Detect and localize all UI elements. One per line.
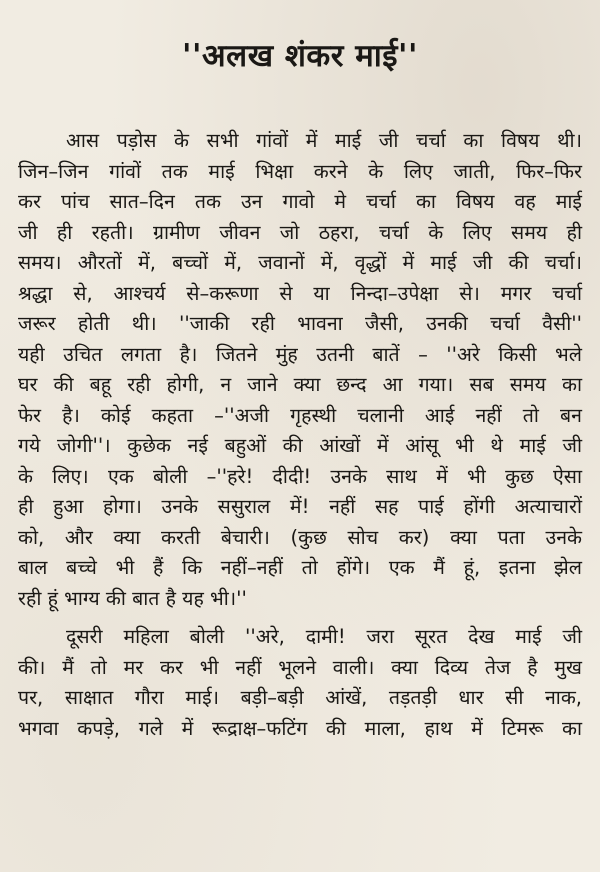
text-line: पर, साक्षात गौरा माई। बड़ी–बड़ी आंखें, तड़तड़ी धार सी नाक,: [18, 686, 582, 709]
text-line: जिन–जिन गांवों तक माई भिक्षा करने के लिए जाती, फिर–फिर: [18, 159, 582, 183]
text-line: रही हूं भाग्य की बात है यह भी।'': [18, 586, 247, 610]
text-line: जी ही रहती। ग्रामीण जीवन जो ठहरा, चर्चा के लिए समय ही: [18, 220, 582, 244]
text-line: यही उचित लगता है। जितने मुंह उतनी बातें – ''अरे किसी भले: [18, 342, 582, 366]
chapter-title: ''अलख शंकर माई'': [182, 38, 418, 74]
text-line: को, और क्या करती बेचारी। (कुछ सोच कर) क्या पता उनके: [18, 525, 582, 549]
text-line: आस पड़ोस के सभी गांवों में माई जी चर्चा का विषय थी।: [66, 129, 582, 152]
text-line: की। मैं तो मर कर भी नहीं भूलने वाली। क्या दिव्य तेज है मुख: [18, 655, 582, 679]
text-line: जरूर होती थी। ''जाकी रही भावना जैसी, उनकी चर्चा वैसी'': [18, 312, 582, 335]
text-line: श्रद्धा से, आश्चर्य से–करूणा से या निन्दा–उपेक्षा से। मगर चर्चा: [18, 281, 582, 305]
paragraph-1: [18, 126, 582, 614]
text-line: कर पांच सात–दिन तक उन गावो मे चर्चा का विषय वह माई: [18, 190, 582, 213]
text-line: ही हुआ होगा। उनके ससुराल में! नहीं सह पाई होंगी अत्याचारों: [18, 495, 582, 518]
paragraph-2: [18, 622, 582, 744]
text-line: गये जोगी''। कुछेक नई बहुओं की आंखों में आंसू भी थे माई जी: [18, 434, 582, 457]
text-line: भगवा कपड़े, गले में रूद्राक्ष–फटिंग की माला, हाथ में टिमरू का: [18, 716, 582, 740]
text-line: के लिए। एक बोली –''हरे! दीदी! उनके साथ में भी कुछ ऐसा: [18, 464, 582, 488]
paragraph-spacer: [18, 614, 582, 622]
text-line: समय। औरतों में, बच्चों में, जवानों में, वृद्धों में माई जी की चर्चा।: [18, 251, 582, 274]
text-line: बाल बच्चे भी हैं कि नहीं–नहीं तो होंगे। एक मैं हूं, इतना झेल: [18, 556, 582, 579]
text-line: फेर है। कोई कहता –''अजी गृहस्थी चलानी आई नहीं तो बन: [18, 403, 582, 427]
text-line: दूसरी महिला बोली ''अरे, दामी! जरा सूरत देख माई जी: [66, 625, 582, 648]
text-line: घर की बहू रही होगी, न जाने क्या छन्द आ गया। सब समय का: [18, 373, 582, 396]
